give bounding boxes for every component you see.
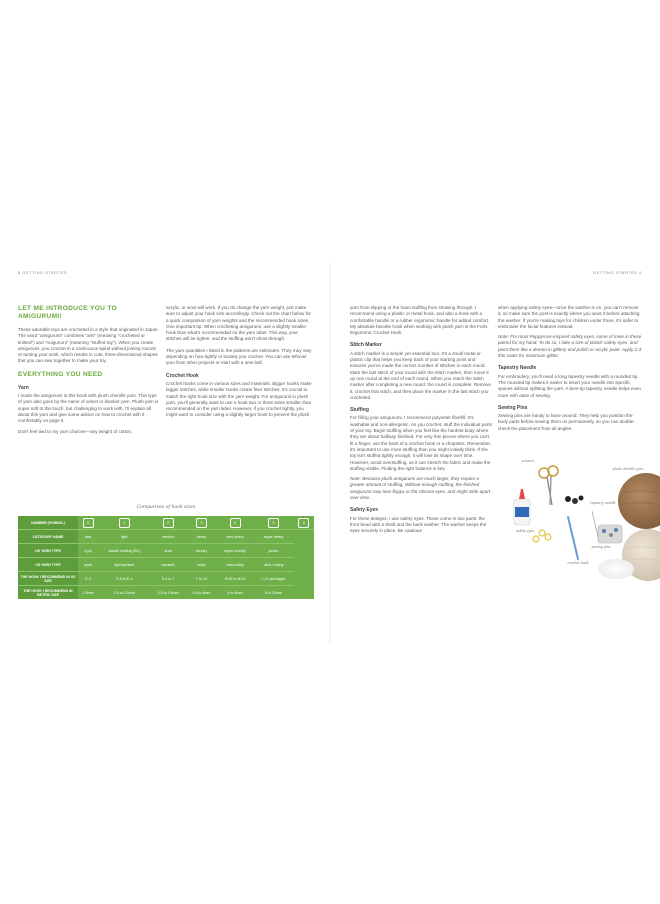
book-spread (0, 263, 660, 643)
table-cell: 4.5 to 6mm (192, 590, 211, 595)
chart-caption: Comparison of hook sizes (136, 505, 196, 510)
weight-symbol: 4 (230, 518, 241, 528)
safety-eyes-icon (565, 496, 584, 505)
label-eyes: safety eyes (516, 529, 534, 533)
table-cell: very heavy (217, 530, 253, 544)
marker-title: Stitch Marker (350, 342, 382, 349)
table-cell: sport (78, 558, 98, 572)
yarn-weight-paragraph: acrylic, or wool will work. If you do change the yarn weight, just make sure to adjust your hook size accordingly. Check out the chart below for a quick comparison of yarn weights and the recommended hook sizes. One important tip: When crocheting amigurumi, use a slightly smaller hook than what's recommended on the yarn label. This way, your stitches will be tighter, and the stuffing won't show through. (166, 305, 311, 342)
table-cell: super heavy (253, 530, 294, 544)
yarn-paragraph: I made the amigurumi in this book with plush chenille yarn. This type of yarn also goes by the name of velvet or blanket yarn. Plush yarn is super soft to the touch, but challenging to work with. I'll explain all about this yarn and give some advice on how to crochet with it comfortably on page 5. (18, 393, 159, 424)
row-header: THE HOOK I RECOMMEND IN US SIZE (18, 572, 78, 586)
left-column-1 (18, 305, 160, 439)
crochet-hook-icon (568, 517, 578, 559)
supplies-photo (506, 457, 660, 581)
table-cell (98, 516, 150, 530)
stuffing-note: Note: Because plush amigurumi are much larger, they require a greater amount of stuffing. Without enough stuffing, the finished amigurumi may lose floppy or flat silicone eyes, and might slide apart over time. (350, 476, 491, 501)
eyes-continued-paragraph: when applying safety eyes—once the washer is on, you can't remove it, so make sure the post is exactly where you want it before attaching the washer. If you're making toys for children under three, it's safer to embroider the facial features instead. (498, 305, 640, 329)
table-cell (253, 516, 294, 530)
eyes-title: Safety Eyes (350, 507, 379, 514)
hook-paragraph: Crochet hooks come in various sizes and materials. Bigger hooks make bigger stitches, while smaller hooks create finer stitches. It's crucial to match the right hook size with the yarn weight. For amigurumi in plush yarn, you'll generally want to use a hook two or three sizes smaller than recommended on the yarn label. However, if you crochet tightly, you might want to consider using a slightly larger hook to prevent the plush (166, 380, 312, 418)
left-page (0, 263, 330, 643)
brown-yarn-ball-icon (618, 473, 660, 529)
table-cell: 4 ply (78, 544, 98, 558)
table-row (18, 530, 314, 544)
table-row (18, 516, 314, 530)
weight-symbol: 3 (196, 518, 207, 528)
row-header: NUMBER (SYMBOL) (18, 516, 78, 530)
table-cell: jumbo (253, 544, 294, 558)
left-folio: 8 GETTING STARTED (18, 270, 68, 275)
scissors-icon (539, 466, 558, 505)
quantity-paragraph: The yarn quantities I listed in the patterns are estimates. They may vary depending on how tightly or loosely you crochet. You can use leftover yarn from other projects or start with a new ball. (166, 347, 312, 366)
table-cell: double knitting (DK) (98, 544, 150, 558)
pins-tin-icon (598, 525, 622, 543)
table-cell: 2.5mm (82, 590, 94, 595)
table-cell: heavy (186, 530, 217, 544)
label-hook: crochet hook (567, 561, 589, 565)
eyes-note: Note: For most Poppyrose-inspired safety eyes, some of mine in these paired for my hand. To do so, I take a size of plastic safety eyes, and paint them like a demon in glittery and polish or acrylic paint. Apply 2-3 thin coats for maximum glitter. (498, 334, 642, 359)
table-cell: worsted (150, 558, 186, 572)
hook-title: Crochet Hook (166, 372, 199, 379)
table-cell (150, 516, 186, 530)
tapestry-needle-icon (592, 511, 598, 537)
table-cell: 3.5 to 4.5mm (157, 590, 179, 595)
fiberfill-icon (598, 559, 634, 579)
table-row (18, 544, 314, 558)
needle-paragraph: For embroidery, you'll need a long tapestry needle with a rounded tip. The rounded tip makes it easier to insert your needle into specific spaces without splitting the yarn. A bent-tip tapestry needle helps even more with ease of sewing. (498, 373, 642, 398)
intro-paragraph: These adorable toys are crocheted in a style that originated in Japan. The word "amigurumi" combines "ami" (meaning "crocheted or knitted") and "nuigurumi" (meaning "stuffed toy"). When you create amigurumi, you crochet in a continuous spiral without joining rounds or turning your work, which results in cute, three-dimensional shapes that you can sew together to make your toy. (18, 327, 159, 364)
right-folio: GETTING STARTED 9 (592, 270, 642, 275)
row-header: CATEGORY NAME (18, 530, 78, 544)
right-column-2 (498, 305, 642, 436)
table-row (18, 572, 314, 586)
hook-size-chart (18, 505, 314, 599)
label-scissors: scissors (521, 459, 535, 463)
table-cell: K/10 to M/13 (217, 572, 253, 586)
table-row (18, 586, 314, 599)
table-cell: extra bulky (217, 558, 253, 572)
table-row (18, 558, 314, 572)
right-column-1 (350, 305, 492, 539)
eyes-paragraph: For these designs, I use safety eyes. These come in two parts: the front bead with a shaft and the back washer. The washer keeps the eyes securely in place. Be cautious (350, 515, 487, 534)
weight-symbol: 6 (298, 518, 309, 528)
label-needle: tapestry needle (590, 501, 616, 505)
table-cell: light worsted (98, 558, 150, 572)
pins-paragraph: Sewing pins are handy to have around. They help you position the body parts before sewing them on permanently, so you can double-check the placement from all angles. (498, 413, 635, 431)
stuffing-title: Stuffing (350, 407, 369, 414)
table-cell (78, 516, 98, 530)
table-cell (186, 516, 217, 530)
intro-heading: LET ME INTRODUCE YOU TO AMIGURUMI! (18, 305, 117, 320)
table-cell (294, 516, 314, 530)
everything-heading: EVERYTHING YOU NEED (18, 370, 103, 378)
label-yarn: plush chenille yarn (612, 467, 644, 471)
table-cell: 6 to 8mm (227, 590, 243, 595)
table-cell: aran (150, 544, 186, 558)
table-cell: lace (78, 530, 98, 544)
label-pins: sewing pins (591, 545, 611, 549)
table-cell (217, 516, 253, 530)
row-header: THE HOOK I RECOMMEND IN METRIC SIZE (18, 586, 78, 599)
table-cell: bulky (186, 558, 217, 572)
table-cell: chunky (186, 544, 217, 558)
row-header: UK YARN TYPE (18, 544, 78, 558)
weight-symbol: 2 (163, 518, 174, 528)
left-column-2 (166, 305, 312, 423)
table-cell: E-4 (78, 572, 98, 586)
hook-size-table (18, 516, 314, 599)
table-cell: E-4 to 7 (150, 572, 186, 586)
table-cell: G-6 to E-4 (98, 572, 150, 586)
table-cell: 2.5 to 3.5mm (113, 590, 135, 595)
row-header: US YARN TYPE (18, 558, 78, 572)
glue-bottle-icon (514, 489, 530, 525)
hook-continued-paragraph: yarn from slipping or the foam stuffing from showing through. I recommend using a plastic or metal hook, and also a hook with a comfortable handle or a rubber ergonomic handle for added comfort. My absolute favorite hook when working with plush yarn is the Furls Ergonomic Crochet Hook. (350, 305, 490, 336)
weight-symbol: 0 (83, 518, 94, 528)
yarn-paragraph-2: Don't feel tied to my yarn choices—any weight of cotton, (18, 428, 133, 434)
table-cell: ultra / roving (253, 558, 294, 572)
table-cell: super chunky (217, 544, 253, 558)
stuffing-paragraph: For filling your amigurumi, I recommend polyester fiberfill. It's washable and non-allergenic. As you crochet, stuff the individual parts of your toy. Begin stuffing when you feel like the hardest body where they are about halfway finished. For very thin pieces where you can't fit a finger, use the back of a crochet hook or a chopstick. Remember, it's important to use more stuffing than you might initially think. If the toy isn't stuffed tightly enough, it will lose its shape over time. However, avoid overstuffing, as it can stretch the fabric and make the stuffing visible. Finding the right balance is key. (350, 415, 492, 471)
right-page (330, 263, 660, 643)
marker-paragraph: A stitch marker is a simple yet essential tool. It's a small metal or plastic clip that helps you keep track of your starting point and ensures you've made the correct number of stitches in each round. Mark the last stitch of your round with the stitch marker, then move it up one round at the end of each round. When you reach the stitch marker after completing a new round, the round is complete. Remove it, crochet that stitch, and then place the marker in the last stitch you crocheted. (350, 350, 491, 400)
table-cell: light (98, 530, 150, 544)
weight-symbol: 1 (119, 518, 130, 528)
table-cell: 7 to I-9 (186, 572, 217, 586)
weight-symbol: 5 (268, 518, 279, 528)
table-cell: L-11 and larger (253, 572, 294, 586)
table-cell: 8 to 10mm (265, 590, 282, 595)
yarn-title: Yarn (18, 384, 29, 391)
table-cell: medium (150, 530, 186, 544)
pins-title: Sewing Pins (498, 404, 528, 411)
needle-title: Tapestry Needle (498, 365, 537, 372)
